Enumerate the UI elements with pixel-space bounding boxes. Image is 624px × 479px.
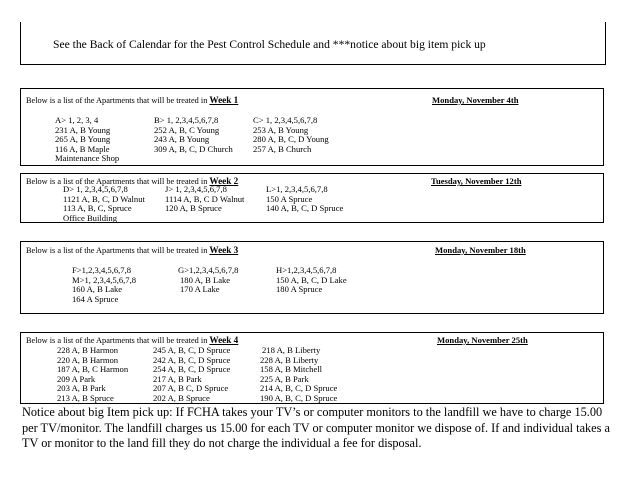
week-4-box [20,332,604,404]
apartment-entry: 231 A, B Young [55,124,111,135]
apartment-entry: 158 A, B Mitchell [260,364,323,374]
apartment-entry: Maintenance Shop [55,153,120,163]
apartment-entry: J> 1, 2,3,4,5,6,7,8 [165,184,227,194]
apartment-entry: 187 A, B, C Harmon [57,364,129,374]
apartment-entry: 242 A, B, C, D Spruce [153,354,231,365]
apartment-entry: 214 A, B, C, D Spruce [260,383,338,393]
apartment-entry: C> 1, 2,3,4,5,6,7,8 [253,115,318,125]
week-2-box [20,173,604,223]
apartment-entry: 190 A, B, C, D Spruce [260,392,338,403]
apartment-entry: 228 A, B Harmon [57,345,119,355]
apartment-entry: 209 A Park [57,373,96,384]
apartment-entry: 170 A Lake [180,284,220,294]
header-text: See the Back of Calendar for the Pest Control Schedule and ***notice about big item pick up [53,38,486,51]
apartment-entry: M>1, 2,3,4,5,6,7,8 [72,274,137,285]
week-3-prefix: Below is a list of the Apartments that will be treated in [26,246,210,255]
week-3-column [72,266,136,304]
week-1-prefix: Below is a list of the Apartments that will be treated in [26,96,210,105]
apartment-entry: 116 A, B Maple [55,143,110,154]
apartment-entry: 213 A, B Spruce [57,392,114,403]
week-2-label: Week 2 [209,176,239,186]
week-3-label: Week 3 [209,245,239,255]
week-3-date: Monday, November 18th [435,245,526,255]
week-4-label: Week 4 [209,335,239,345]
week-3-box [20,241,604,314]
week-1-column [154,116,233,154]
apartment-entry: 1114 A, B, C D Walnut [165,193,245,204]
week-1-label: Week 1 [209,95,239,105]
apartment-entry: F>1,2,3,4,5,6,7,8 [72,265,132,275]
week-2-prefix: Below is a list of the Apartments that will be treated in [26,177,210,186]
week-4-column [260,346,337,403]
week-4-column [153,346,230,403]
week-3-title [26,245,238,255]
apartment-entry: A> 1, 2, 3, 4 [55,115,99,125]
big-item-notice: Notice about big Item pick up: If FCHA takes your TV’s or computer monitors to the landfill we have to charge 15.00 per TV/monitor. The landfill charges us 15.00 for each TV or computer monitor we dispose of. If and individual takes a TV or monitor to the land fill they do not charge the individual a fee for disposal. [22,405,610,450]
apartment-entry: 150 A, B, C, D Lake [276,274,347,285]
week-3-column [178,266,238,295]
week-2-column [63,185,145,223]
week-4-title [26,335,238,345]
week-2-column [266,185,343,214]
apartment-entry: D> 1, 2,3,4,5,6,7,8 [63,184,128,194]
apartment-entry: 252 A, B, C Young [154,124,220,135]
apartment-entry: 160 A, B Lake [72,284,123,294]
apartment-entry: 245 A, B, C, D Spruce [153,345,231,355]
apartment-entry: G>1,2,3,4,5,6,7,8 [178,265,239,275]
apartment-entry: 203 A, B Park [57,383,106,393]
apartment-entry: 309 A, B, C, D Church [154,143,233,154]
apartment-entry: 254 A, B, C, D Spruce [153,364,231,374]
week-4-column [57,346,128,403]
apartment-entry: 280 A, B, C, D Young [253,134,329,144]
apartment-entry: 257 A, B Church [253,143,312,154]
apartment-entry: 164 A Spruce [72,293,119,304]
apartment-entry: B> 1, 2,3,4,5,6,7,8 [154,115,219,125]
apartment-entry: 225 A, B Park [260,373,309,384]
apartment-entry: 202 A, B Spruce [153,392,210,403]
apartment-entry: 140 A, B, C, D Spruce [266,203,344,213]
week-1-box [20,88,604,166]
apartment-entry: 207 A, B C, D Spruce [153,383,229,393]
apartment-entry: 253 A, B Young [253,124,309,135]
week-2-date: Tuesday, November 12th [431,176,522,186]
apartment-entry: L>1, 2,3,4,5,6,7,8 [266,184,328,194]
apartment-entry: 218 A, B Liberty [262,345,321,355]
apartment-entry: 220 A, B Harmon [57,354,119,365]
week-1-date: Monday, November 4th [432,95,519,105]
week-4-date: Monday, November 25th [437,335,528,345]
apartment-entry: 265 A, B Young [55,134,111,144]
apartment-entry: 217 A, B Park [153,373,202,384]
apartment-entry: 180 A, B Lake [180,274,231,285]
apartment-entry: Office Building [63,212,118,223]
week-1-title [26,95,238,105]
apartment-entry: H>1,2,3,4,5,6,7,8 [276,265,337,275]
apartment-entry: 1121 A, B, C, D Walnut [63,193,145,204]
week-3-column [276,266,347,295]
week-2-column [165,185,244,214]
week-1-column [253,116,329,154]
apartment-entry: 228 A, B Liberty [260,354,319,365]
apartment-entry: 150 A Spruce [266,193,313,204]
apartment-entry: 120 A, B Spruce [165,203,222,213]
apartment-entry: 113 A, B, C, Spruce [63,203,132,213]
week-1-column [55,116,119,164]
apartment-entry: 180 A Spruce [276,284,323,294]
week-4-prefix: Below is a list of the Apartments that will be treated in [26,336,210,345]
apartment-entry: 243 A, B Young [154,134,210,144]
header-box [20,22,606,65]
